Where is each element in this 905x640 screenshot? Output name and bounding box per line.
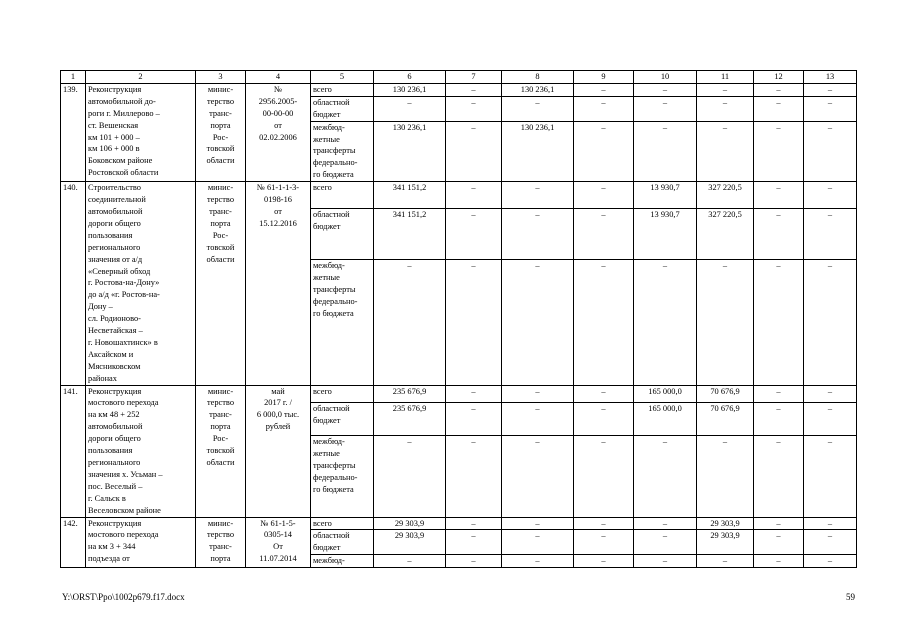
amount-cell: – [697, 83, 754, 96]
column-header: 7 [446, 71, 502, 84]
cell-line: федерально- [313, 158, 358, 168]
amount-cell: 130 236,1 [502, 83, 574, 96]
cell-line: терство [206, 530, 235, 540]
cell-line: го бюджета [313, 484, 354, 494]
column-header: 5 [311, 71, 374, 84]
cell-line: 00-00-00 [262, 108, 294, 118]
project-name [86, 182, 196, 385]
amount-cell: – [502, 517, 574, 530]
cell-line: областной [313, 97, 350, 107]
amount-cell: – [754, 121, 804, 182]
amount-cell: – [634, 530, 697, 555]
cell-line: сл. Родионово- [88, 314, 141, 324]
amount-cell: – [754, 96, 804, 121]
cell-line: порта [210, 218, 231, 228]
project-name [86, 385, 196, 517]
amount-cell: – [374, 96, 446, 121]
cell-line: Реконструкция [88, 386, 142, 396]
cell-line: всего [313, 84, 332, 94]
table-row [61, 385, 857, 402]
cell-line: ст. Вешенская [88, 120, 139, 130]
funding-source [311, 83, 374, 96]
cell-line: дороги общего [88, 434, 141, 444]
cell-line: межбюд- [313, 556, 345, 566]
column-header: 3 [196, 71, 246, 84]
amount-cell: 130 236,1 [374, 83, 446, 96]
amount-cell: – [574, 208, 634, 259]
amount-cell: – [574, 436, 634, 517]
amount-cell: – [697, 96, 754, 121]
amount-cell: – [446, 208, 502, 259]
column-header: 1 [61, 71, 86, 84]
amount-cell: – [804, 83, 857, 96]
funding-source [311, 121, 374, 182]
cell-line: автомобильной до- [88, 96, 156, 106]
cell-line: мостового перехода [88, 530, 159, 540]
cell-line: автомобильной [88, 206, 143, 216]
amount-cell: – [754, 436, 804, 517]
cell-line: межбюд- [313, 437, 345, 447]
amount-cell: – [574, 530, 634, 555]
amount-cell: – [754, 182, 804, 209]
cell-line: 15.12.2016 [259, 218, 297, 228]
cell-line: май [271, 386, 285, 396]
cell-line: мостового перехода [88, 398, 159, 408]
amount-cell: – [574, 121, 634, 182]
cell-line: № 61-1-5- [260, 518, 296, 528]
amount-cell: – [502, 260, 574, 385]
executor [196, 517, 246, 568]
amount-cell: – [446, 96, 502, 121]
cell-line: всего [313, 183, 332, 193]
cell-line: от [274, 206, 282, 216]
cell-line: 11.07.2014 [259, 554, 297, 564]
column-header: 6 [374, 71, 446, 84]
amount-cell: 29 303,9 [697, 517, 754, 530]
cell-line: порта [210, 422, 231, 432]
amount-cell: – [634, 83, 697, 96]
amount-cell: – [754, 555, 804, 568]
cell-line: пользования [88, 446, 133, 456]
amount-cell: 29 303,9 [374, 517, 446, 530]
amount-cell: – [754, 208, 804, 259]
cell-line: го бюджета [313, 170, 354, 180]
amount-cell: – [446, 402, 502, 435]
cell-line: дороги общего [88, 218, 141, 228]
cell-line: жетные [313, 273, 340, 283]
cell-line: терство [206, 195, 235, 205]
amount-cell: – [804, 436, 857, 517]
document-ref [246, 385, 311, 517]
executor [196, 385, 246, 517]
funding-source [311, 530, 374, 555]
amount-cell: – [634, 121, 697, 182]
amount-cell: – [446, 436, 502, 517]
cell-line: области [206, 458, 235, 467]
amount-cell: – [502, 208, 574, 259]
amount-cell: – [574, 517, 634, 530]
cell-line: всего [313, 518, 332, 528]
amount-cell: – [446, 182, 502, 209]
cell-line: Реконструкция [88, 84, 142, 94]
cell-line: автомобильной [88, 422, 143, 432]
cell-line: г. Ростова-на-Дону» [88, 278, 160, 288]
cell-line: Рос- [212, 132, 229, 142]
row-number: 139. [61, 83, 86, 181]
cell-line: регионального [88, 242, 141, 252]
cell-line: товской [206, 446, 235, 456]
amount-cell: 13 930,7 [634, 182, 697, 209]
funding-source [311, 208, 374, 259]
cell-line: транс- [209, 108, 232, 118]
cell-line: межбюд- [313, 122, 345, 132]
funding-source [311, 555, 374, 568]
amount-cell: 235 676,9 [374, 402, 446, 435]
cell-line: порта [210, 120, 231, 130]
amount-cell: – [754, 517, 804, 530]
amount-cell: 29 303,9 [697, 530, 754, 555]
cell-line: Рос- [212, 434, 229, 444]
amount-cell: – [502, 182, 574, 209]
cell-line: на км 48 + 252 [88, 410, 140, 420]
amount-cell: – [804, 121, 857, 182]
amount-cell: – [502, 436, 574, 517]
cell-line: бюджет [313, 221, 341, 231]
cell-line: области [206, 254, 235, 264]
cell-line: Несветайская – [88, 326, 143, 336]
cell-line: жетные [313, 449, 340, 459]
cell-line: роги г. Миллерово – [88, 108, 160, 118]
cell-line: Реконструкция [88, 518, 142, 528]
cell-line: терство [206, 96, 235, 106]
amount-cell: – [804, 260, 857, 385]
amount-cell: – [754, 530, 804, 555]
amount-cell: – [574, 182, 634, 209]
cell-line: трансферты [313, 285, 356, 295]
amount-cell: – [502, 96, 574, 121]
cell-line: бюджет [313, 415, 341, 425]
cell-line: минис- [207, 84, 234, 94]
cell-line: пос. Веселый – [88, 481, 143, 491]
executor [196, 83, 246, 181]
funding-source [311, 517, 374, 530]
cell-line: 02.02.2006 [259, 132, 297, 142]
column-header: 11 [697, 71, 754, 84]
amount-cell: – [374, 436, 446, 517]
cell-line: бюджет [313, 109, 341, 119]
document-ref [246, 517, 311, 568]
funding-source [311, 182, 374, 209]
amount-cell: 165 000,0 [634, 402, 697, 435]
cell-line: межбюд- [313, 261, 345, 271]
amount-cell: – [754, 402, 804, 435]
amount-cell: – [804, 530, 857, 555]
amount-cell: – [697, 436, 754, 517]
cell-line: товской [206, 242, 235, 252]
funding-source [311, 260, 374, 385]
amount-cell: 29 303,9 [374, 530, 446, 555]
amount-cell: 165 000,0 [634, 385, 697, 402]
cell-line: пользования [88, 230, 133, 240]
cell-line: транс- [209, 410, 232, 420]
amount-cell: – [574, 555, 634, 568]
column-header: 10 [634, 71, 697, 84]
cell-line: области [206, 156, 235, 166]
amount-cell: – [804, 385, 857, 402]
amount-cell: – [502, 402, 574, 435]
cell-line: Боковском районе [88, 156, 153, 166]
column-header: 2 [86, 71, 196, 84]
row-number: 142. [61, 517, 86, 568]
document-ref [246, 182, 311, 385]
cell-line: го бюджета [313, 308, 354, 318]
amount-cell: – [446, 260, 502, 385]
amount-cell: – [697, 260, 754, 385]
amount-cell: – [634, 260, 697, 385]
budget-table [60, 70, 857, 568]
cell-line: минис- [207, 386, 234, 396]
amount-cell: – [446, 530, 502, 555]
cell-line: 2017 г. / [264, 398, 292, 408]
amount-cell: 341 151,2 [374, 182, 446, 209]
cell-line: От [273, 542, 283, 552]
cell-line: трансферты [313, 461, 356, 471]
cell-line: Мясниковском [88, 361, 141, 371]
cell-line: областной [313, 403, 350, 413]
amount-cell: – [374, 555, 446, 568]
cell-line: федерально- [313, 296, 358, 306]
amount-cell: – [574, 260, 634, 385]
amount-cell: – [502, 530, 574, 555]
amount-cell: – [574, 96, 634, 121]
cell-line: № [274, 84, 282, 94]
funding-source [311, 436, 374, 517]
funding-source [311, 96, 374, 121]
page-number: 59 [846, 592, 855, 602]
cell-line: минис- [207, 518, 234, 528]
amount-cell: – [697, 121, 754, 182]
column-number-row [61, 71, 857, 84]
funding-source [311, 402, 374, 435]
cell-line: 2956.2005- [258, 96, 298, 106]
amount-cell: – [634, 436, 697, 517]
column-header: 9 [574, 71, 634, 84]
amount-cell: – [634, 517, 697, 530]
cell-line: районах [88, 373, 117, 383]
cell-line: всего [313, 386, 332, 396]
cell-line: 0198-16 [264, 195, 292, 205]
column-header: 8 [502, 71, 574, 84]
cell-line: до а/д «г. Ростов-на- [88, 290, 160, 300]
amount-cell: – [446, 385, 502, 402]
cell-line: подъезда от [88, 554, 130, 564]
cell-line: терство [206, 398, 235, 408]
executor [196, 182, 246, 385]
cell-line: № 61-1-1-3- [256, 183, 300, 193]
cell-line: км 101 + 000 – [88, 132, 140, 142]
amount-cell: – [804, 555, 857, 568]
table-body [61, 71, 857, 568]
cell-line: значения от а/д [88, 254, 143, 264]
footer-file-path: Y:\ORST\Ppo\1002p679.f17.docx [62, 592, 185, 602]
amount-cell: 327 220,5 [697, 208, 754, 259]
amount-cell: 130 236,1 [502, 121, 574, 182]
column-header: 12 [754, 71, 804, 84]
table-row [61, 182, 857, 209]
amount-cell: – [804, 208, 857, 259]
cell-line: значения х. Усьман – [88, 469, 163, 479]
column-header: 4 [246, 71, 311, 84]
cell-line: трансферты [313, 146, 356, 156]
amount-cell: 70 676,9 [697, 385, 754, 402]
cell-line: Дону – [88, 302, 113, 312]
cell-line: порта [210, 554, 231, 564]
cell-line: бюджет [313, 543, 341, 553]
amount-cell: – [754, 260, 804, 385]
cell-line: федерально- [313, 472, 358, 482]
cell-line: областной [313, 531, 350, 541]
amount-cell: – [574, 402, 634, 435]
column-header: 13 [804, 71, 857, 84]
cell-line: транс- [209, 542, 232, 552]
cell-line: на км 3 + 344 [88, 542, 136, 552]
row-number: 140. [61, 182, 86, 385]
amount-cell: – [446, 83, 502, 96]
cell-line: минис- [207, 183, 234, 193]
cell-line: 6 000,0 тыс. [256, 410, 300, 420]
cell-line: 0305-14 [264, 530, 292, 540]
cell-line: областной [313, 209, 350, 219]
amount-cell: – [502, 385, 574, 402]
amount-cell: – [804, 402, 857, 435]
amount-cell: – [754, 83, 804, 96]
cell-line: от [274, 120, 282, 130]
project-name [86, 517, 196, 568]
amount-cell: 327 220,5 [697, 182, 754, 209]
amount-cell: – [446, 121, 502, 182]
amount-cell: 13 930,7 [634, 208, 697, 259]
cell-line: рублей [265, 422, 291, 432]
project-name [86, 83, 196, 181]
amount-cell: – [502, 555, 574, 568]
cell-line: соединительной [88, 195, 146, 205]
amount-cell: – [804, 96, 857, 121]
cell-line: г. Новошахтинск» в [88, 337, 158, 347]
amount-cell: – [754, 385, 804, 402]
document-ref [246, 83, 311, 181]
cell-line: жетные [313, 134, 340, 144]
amount-cell: – [804, 517, 857, 530]
amount-cell: – [446, 517, 502, 530]
table-row [61, 517, 857, 530]
cell-line: км 106 + 000 в [88, 144, 140, 154]
cell-line: транс- [209, 206, 232, 216]
amount-cell: – [634, 96, 697, 121]
amount-cell: – [374, 260, 446, 385]
amount-cell: 341 151,2 [374, 208, 446, 259]
amount-cell: – [697, 555, 754, 568]
amount-cell: – [804, 182, 857, 209]
cell-line: регионального [88, 458, 141, 467]
cell-line: Аксайском и [88, 349, 134, 359]
amount-cell: 235 676,9 [374, 385, 446, 402]
amount-cell: 130 236,1 [374, 121, 446, 182]
amount-cell: – [634, 555, 697, 568]
amount-cell: – [574, 385, 634, 402]
row-number: 141. [61, 385, 86, 517]
amount-cell: – [446, 555, 502, 568]
funding-source [311, 385, 374, 402]
cell-line: Ростовской области [88, 168, 159, 178]
cell-line: товской [206, 144, 235, 154]
cell-line: Рос- [212, 230, 229, 240]
cell-line: Веселовском районе [88, 505, 161, 515]
cell-line: «Северный обход [88, 266, 151, 276]
amount-cell: – [574, 83, 634, 96]
amount-cell: 70 676,9 [697, 402, 754, 435]
cell-line: г. Сальск в [88, 493, 126, 503]
table-row [61, 83, 857, 96]
cell-line: Строительство [88, 183, 141, 193]
